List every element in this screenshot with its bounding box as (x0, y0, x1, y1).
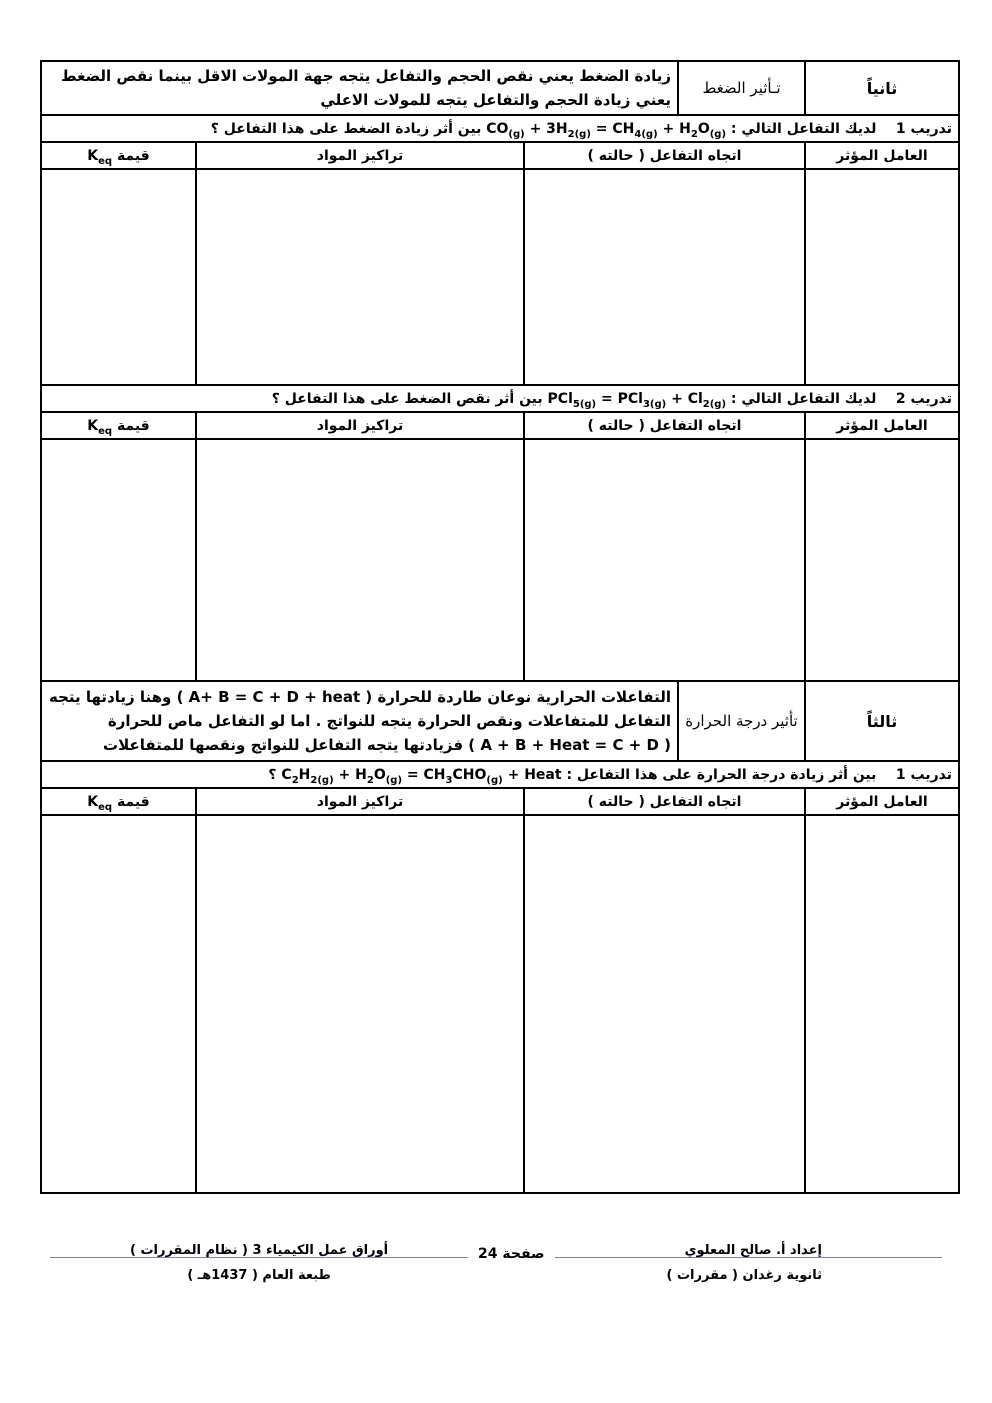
header-concentrations: تراكيز المواد (196, 788, 524, 815)
exercise-2-question (41, 385, 959, 412)
exercise-2-equation: $PCl_{5(g)} = PCl_{3(g)} + Cl_{2(g)}$ (547, 390, 727, 410)
header-keq: قيمة $K_{eq}$ (41, 142, 196, 169)
page-footer (50, 1232, 942, 1282)
footer-author: إعداد أ. صالح المعلوي (684, 1243, 822, 1258)
pressure-text: زيادة الضغط يعني نقص الحجم والتفاعل يتجه جهة المولات الاقل بينما نقص الضغط يعني زيادة الحجم والتفاعل يتجه للمولات الاعلي (41, 61, 678, 115)
temperature-line-2: التفاعل للمتفاعلات ونقص الحرارة يتجه للنواتج . اما لو التفاعل ماص للحرارة (107, 712, 671, 730)
header-direction: اتجاه التفاعل ( حالته ) (524, 412, 805, 439)
answer-concentrations-cell[interactable] (196, 439, 524, 681)
exercise-1-answer-row (41, 169, 959, 385)
footer-page-number: صفحة 24 (468, 1246, 555, 1262)
footer-title-block (130, 1238, 388, 1288)
header-direction: اتجاه التفاعل ( حالته ) (524, 788, 805, 815)
answer-keq-cell[interactable] (41, 439, 196, 681)
header-factor: العامل المؤثر (805, 142, 959, 169)
header-direction: اتجاه التفاعل ( حالته ) (524, 142, 805, 169)
exercise-1-question (41, 115, 959, 142)
exercise-1-suffix: بين أثر زيادة الضغط على هذا التفاعل ؟ (210, 120, 482, 137)
pressure-row (41, 61, 959, 115)
exercise-2-suffix: بين أثر نقص الضغط على هذا التفاعل ؟ (271, 390, 543, 407)
temperature-title: تأثير درجة الحرارة (678, 681, 805, 761)
answer-direction-cell[interactable] (524, 815, 805, 1193)
exercise-1-header (41, 142, 959, 169)
footer-title: أوراق عمل الكيمياء 3 ( نظام المقررات ) (130, 1243, 389, 1258)
answer-concentrations-cell[interactable] (196, 815, 524, 1193)
exercise-3-answer-row (41, 815, 959, 1193)
answer-factor-cell[interactable] (805, 815, 959, 1193)
pressure-number: ثانياً (805, 61, 959, 115)
answer-keq-cell[interactable] (41, 169, 196, 385)
exercise-2-answer-row (41, 439, 959, 681)
exercise-3-label: تدريب 1 (895, 766, 952, 783)
exercise-1-row (41, 115, 959, 142)
pressure-title: تـأثير الضغط (678, 61, 805, 115)
answer-direction-cell[interactable] (524, 169, 805, 385)
exercise-2-header (41, 412, 959, 439)
answer-direction-cell[interactable] (524, 439, 805, 681)
header-factor: العامل المؤثر (805, 788, 959, 815)
header-factor: العامل المؤثر (805, 412, 959, 439)
header-keq: قيمة $K_{eq}$ (41, 412, 196, 439)
header-keq: قيمة $K_{eq}$ (41, 788, 196, 815)
header-concentrations: تراكيز المواد (196, 142, 524, 169)
temperature-number: ثالثاً (805, 681, 959, 761)
exercise-2-row (41, 385, 959, 412)
answer-keq-cell[interactable] (41, 815, 196, 1193)
temperature-row (41, 681, 959, 761)
exercise-1-prefix: لديك التفاعل التالي : (730, 120, 877, 137)
exercise-3-header (41, 788, 959, 815)
exercise-3-row (41, 761, 959, 788)
answer-factor-cell[interactable] (805, 439, 959, 681)
exercise-3-equation: $C_2H_{2(g)} + H_2O_{(g)} = CH_3CHO_{(g)}$ + Heat (281, 766, 562, 786)
exercise-1-label: تدريب 1 (895, 120, 952, 137)
exercise-2-prefix: لديك التفاعل التالي : (730, 390, 877, 407)
footer-school: ثانوية رغدان ( مقررات ) (666, 1268, 822, 1283)
answer-concentrations-cell[interactable] (196, 169, 524, 385)
exercise-3-suffix: ؟ (268, 766, 277, 783)
temperature-line-1: التفاعلات الحرارية نوعان طاردة للحرارة ( A+ B = C + D + heat ) وهنا زيادتها يتجه (49, 688, 671, 706)
answer-factor-cell[interactable] (805, 169, 959, 385)
header-concentrations: تراكيز المواد (196, 412, 524, 439)
footer-edition: طبعة العام ( 1437هـ ) (187, 1268, 331, 1283)
worksheet-table (40, 60, 960, 1194)
exercise-2-label: تدريب 2 (895, 390, 952, 407)
exercise-1-equation: $CO_{(g)} + 3H_{2(g)} = CH_{4(g)} + H_2O_{(g)}$ (486, 120, 727, 140)
exercise-3-prefix: بين أثر زيادة درجة الحرارة على هذا التفاعل : (566, 766, 877, 783)
exercise-3-question (41, 761, 959, 788)
worksheet (42, 60, 960, 1194)
temperature-line-3: ( A + B + Heat = C + D ) فزيادتها يتجه التفاعل للنواتج ونقصها للمتفاعلات (103, 736, 671, 754)
temperature-text (41, 681, 678, 761)
footer-author-block (667, 1238, 822, 1288)
